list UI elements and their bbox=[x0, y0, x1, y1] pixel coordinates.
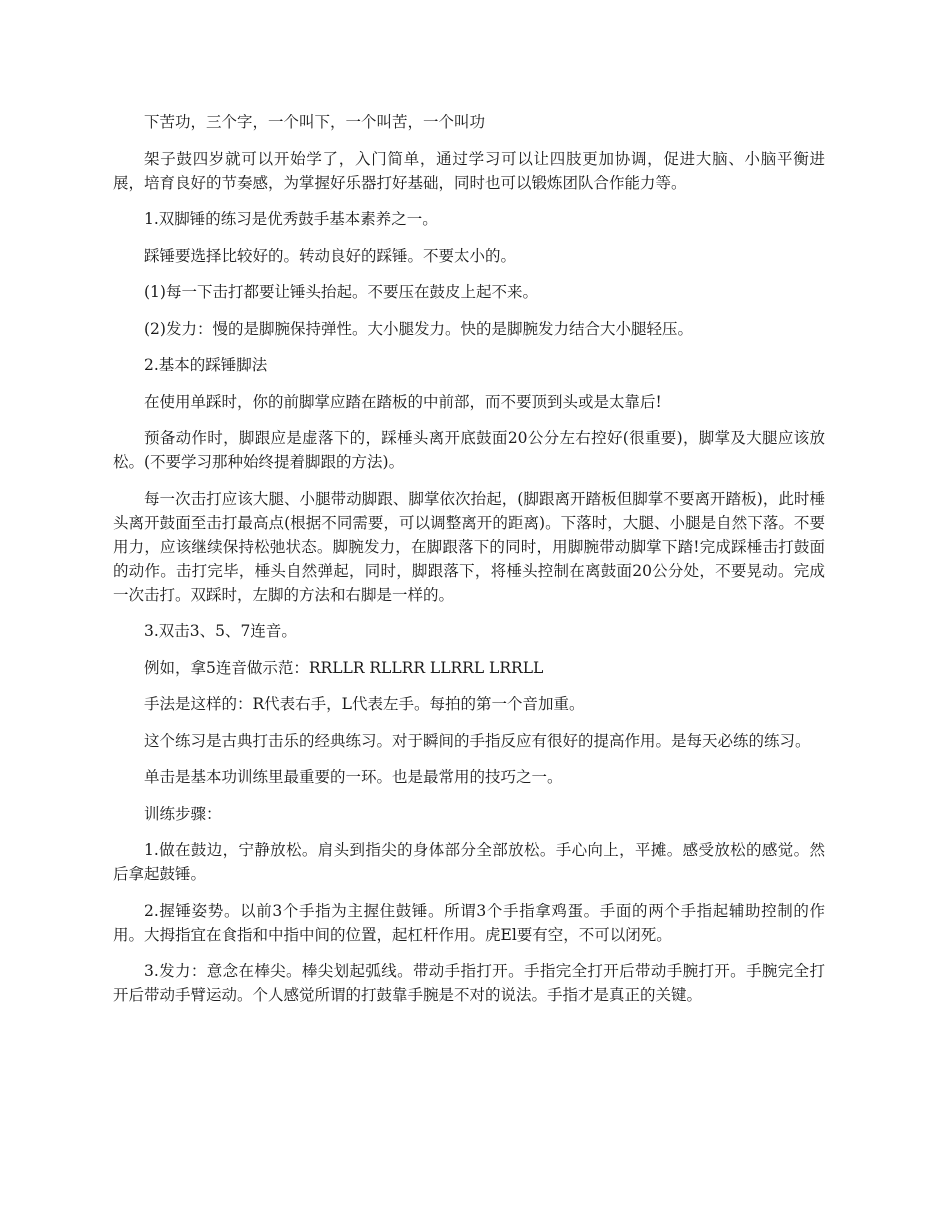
document-body bbox=[113, 110, 825, 1020]
paragraph: 在使用单踩时，你的前脚掌应踏在踏板的中前部，而不要顶到头或是太靠后! bbox=[144, 392, 662, 411]
paragraph: 单击是基本功训练里最重要的一环。也是最常用的技巧之一。 bbox=[144, 768, 563, 786]
paragraph: 踩锤要选择比较好的。转动良好的踩锤。不要太小的。 bbox=[144, 246, 517, 265]
paragraph: 1.双脚锤的练习是优秀鼓手基本素养之一。 bbox=[144, 210, 438, 228]
paragraph: 训练步骤： bbox=[144, 804, 222, 823]
section-heading: 3.双击3、5、7连音。 bbox=[144, 622, 297, 640]
paragraph: 例如，拿5连音做示范：RRLLR RLLRR LLRRL LRRLL bbox=[144, 658, 544, 677]
paragraph: 3.发力：意念在棒尖。棒尖划起弧线。带动手指打开。手指完全打开后带动手腕打开。手腕完全打开后带动手臂运动。个人感觉所谓的打鼓靠手腕是不对的说法。手指才是真正的关键。 bbox=[113, 962, 825, 1004]
paragraph: (2)发力：慢的是脚腕保持弹性。大小腿发力。快的是脚腕发力结合大小腿轻压。 bbox=[144, 319, 693, 338]
paragraph: (1)每一下击打都要让锤头抬起。不要压在鼓皮上起不来。 bbox=[144, 283, 538, 301]
paragraph: 1.做在鼓边，宁静放松。肩头到指尖的身体部分全部放松。手心向上，平摊。感受放松的感觉。然后拿起鼓锤。 bbox=[113, 841, 825, 883]
paragraph: 架子鼓四岁就可以开始学了，入门简单，通过学习可以让四肢更加协调，促进大脑、小脑平衡进展，培育良好的节奏感，为掌握好乐器打好基础，同时也可以锻炼团队合作能力等。 bbox=[113, 149, 825, 192]
paragraph: 2.握锤姿势。以前3个手指为主握住鼓锤。所谓3个手指拿鸡蛋。手面的两个手指起辅助控制的作用。大拇指宜在食指和中指中间的位置，起杠杆作用。虎El要有空，不可以闭死。 bbox=[113, 901, 825, 944]
section-heading: 2.基本的踩锤脚法 bbox=[144, 356, 268, 374]
paragraph: 预备动作时，脚跟应是虚落下的，踩棰头离开底鼓面20公分左右控好(很重要)，脚掌及大腿应该放松。(不要学习那种始终提着脚跟的方法)。 bbox=[113, 429, 825, 471]
paragraph: 这个练习是古典打击乐的经典练习。对于瞬间的手指反应有很好的提高作用。是每天必练的练习。 bbox=[144, 731, 811, 750]
paragraph: 每一次击打应该大腿、小腿带动脚跟、脚掌依次抬起，(脚跟离开踏板但脚掌不要离开踏板)，此时棰头离开鼓面至击打最高点(根据不同需要，可以调整离开的距离)。下落时，大腿、小腿是自然下落。不要用力，应该继续保持松弛状态。脚腕发力，在脚跟落下的同时，用脚腕带动脚掌下踏!完成踩棰击打鼓面的动作。击打完毕，棰头自然弹起，同时，脚跟落下，将棰头控制在离鼓面20公分处，不要晃动。完成一次击打。双踩时，左脚的方法和右脚是一样的。 bbox=[113, 489, 825, 604]
paragraph: 下苦功，三个字，一个叫下，一个叫苦，一个叫功 bbox=[144, 113, 486, 131]
paragraph: 手法是这样的：R代表右手，L代表左手。每拍的第一个音加重。 bbox=[144, 695, 585, 713]
